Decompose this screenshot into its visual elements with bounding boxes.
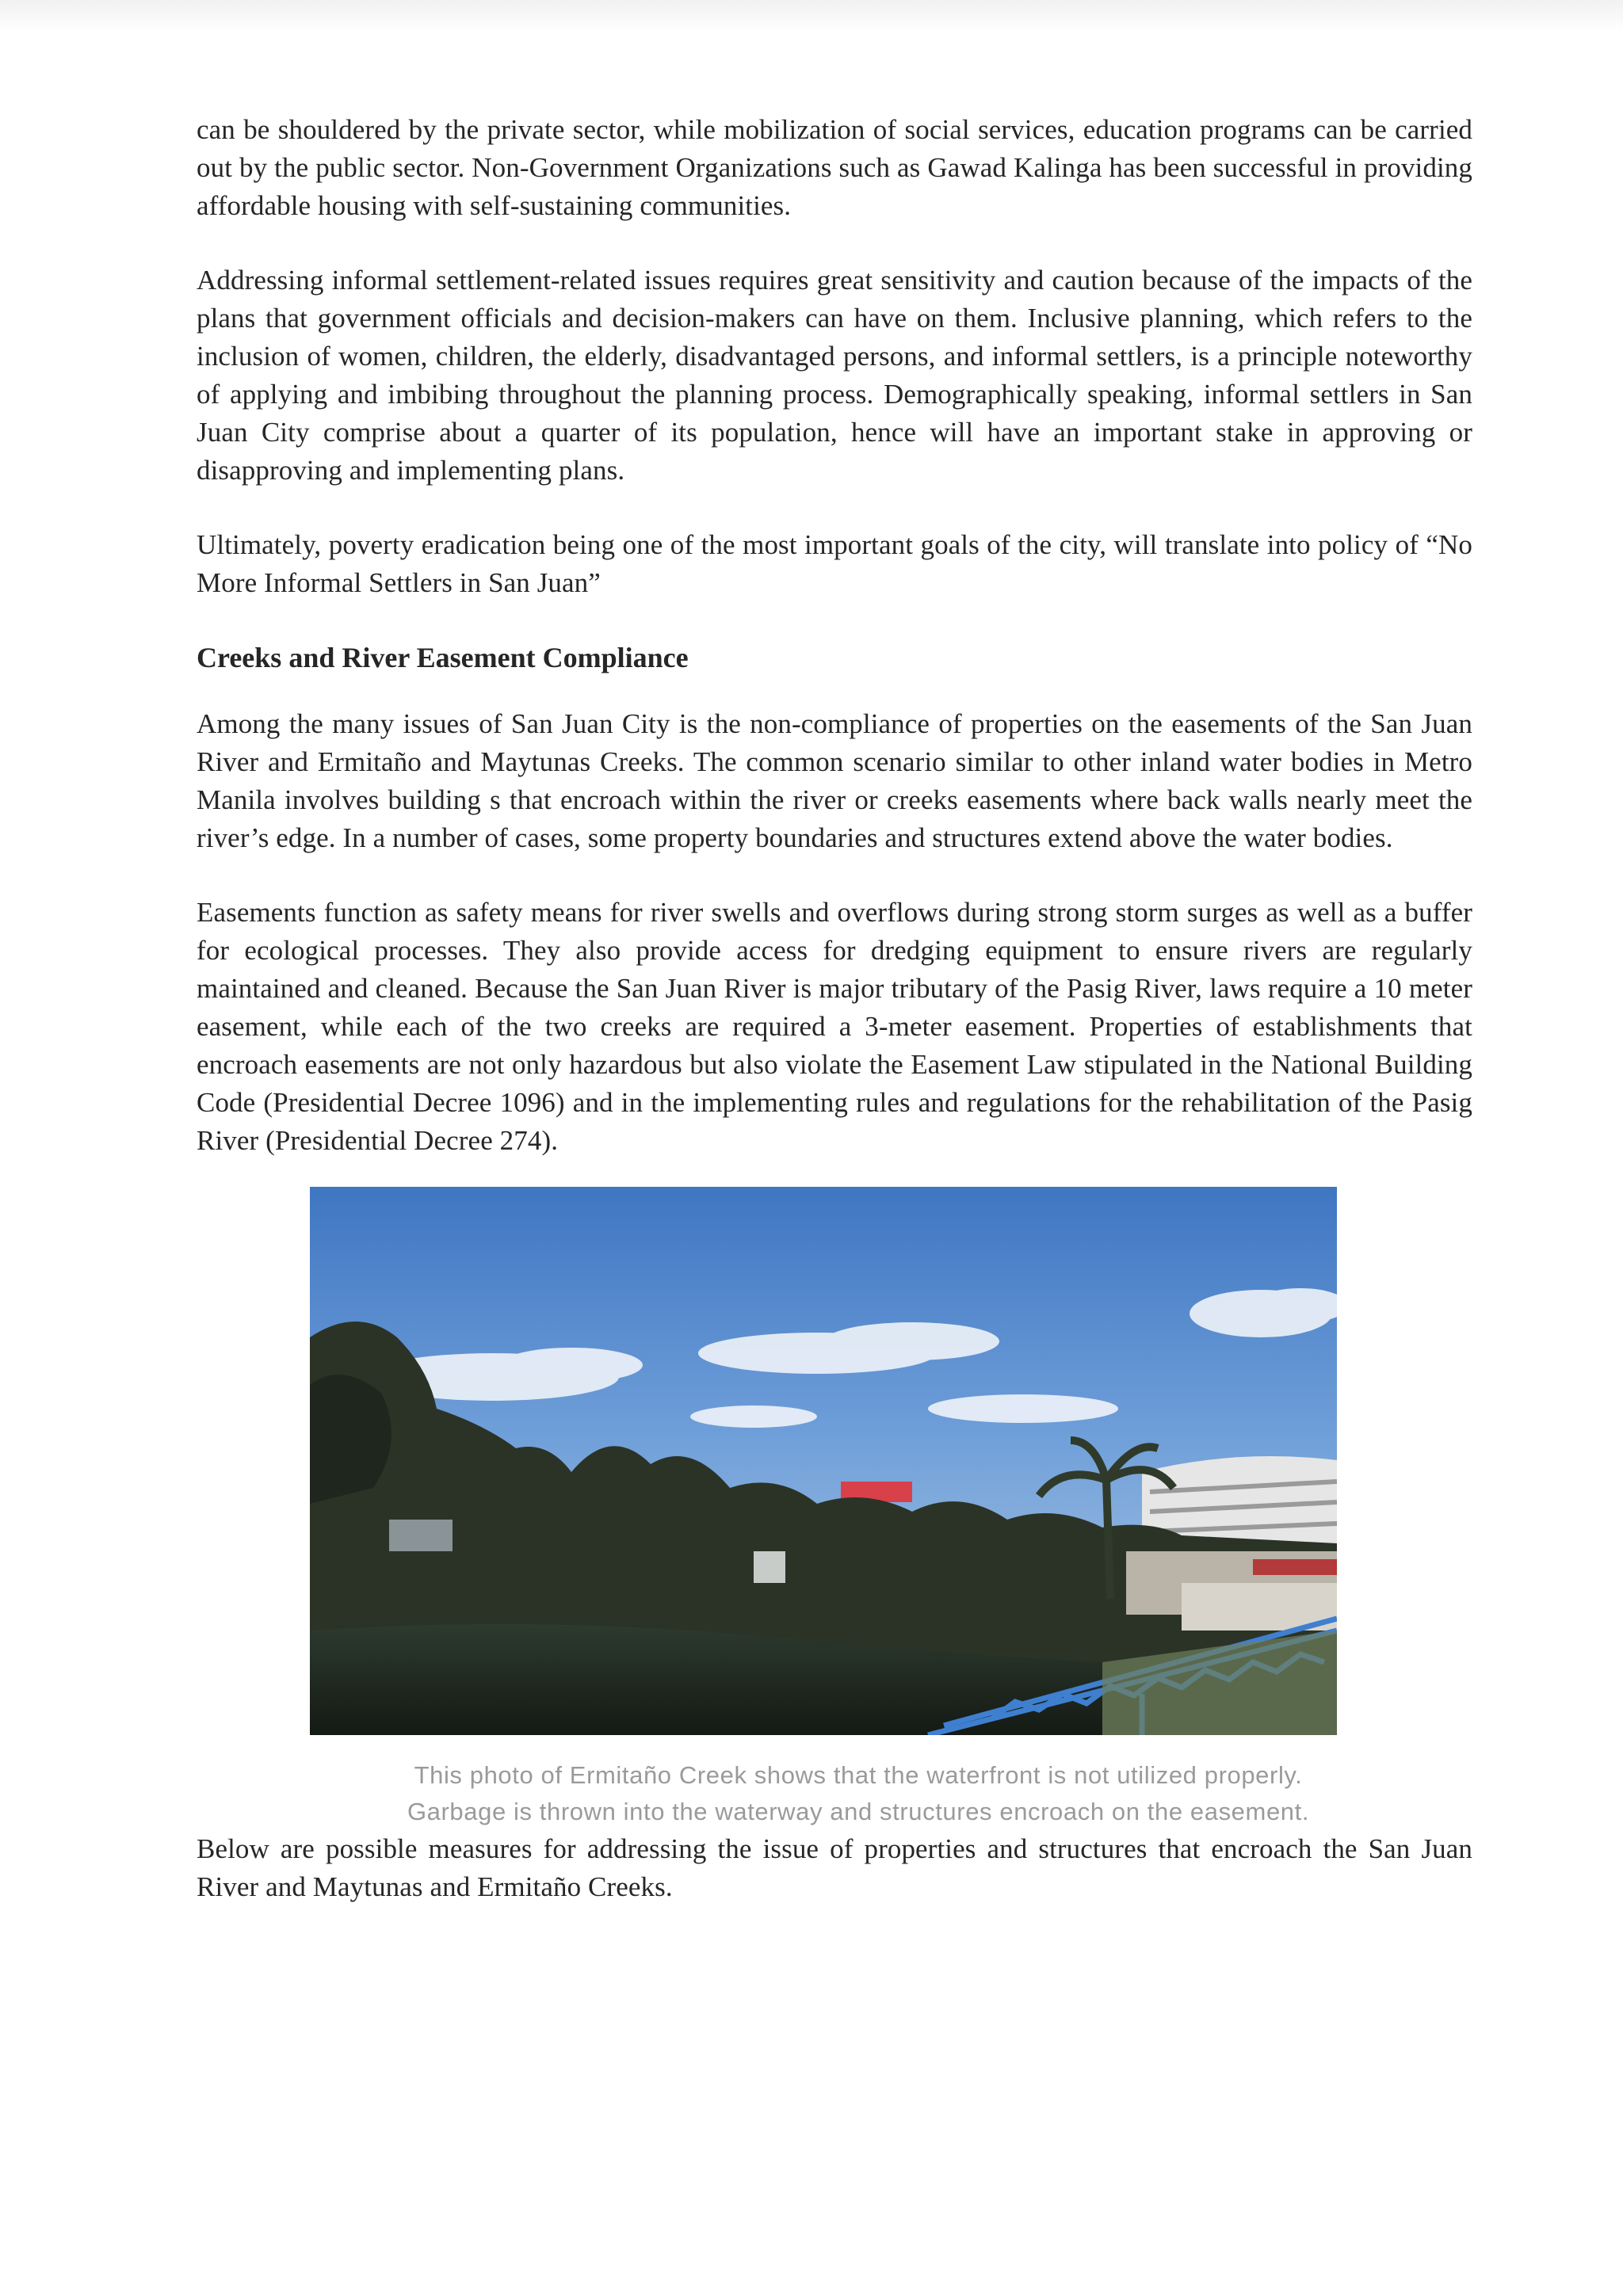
page-content <box>197 111 1472 1943</box>
caption-line-1: This photo of Ermitaño Creek shows that the waterfront is not utilized properly. <box>414 1761 1303 1789</box>
scan-shadow <box>0 0 1623 32</box>
paragraph-private-sector: can be shouldered by the private sector, while mobilization of social services, education programs can be carried out by the public sector. Non-Government Organizations such as Gawad Kalinga has been successful in providing affordable housing with self-sustaining communities. <box>197 114 1472 221</box>
figure-ermitano-creek <box>197 1187 1472 1830</box>
paragraph-inclusive-planning: Addressing informal settlement-related issues requires great sensitivity and caution because of the impacts of the plans that government officials and decision-makers can have on them. Inclusive planning, which refers to the inclusion of women, children, the elderly, disadvantaged persons, and informal settlers, is a principle noteworthy of applying and imbibing throughout the planning process. Demographically speaking, informal settlers in San Juan City comprise about a quarter of its population, hence will have an important stake in approving or disapproving and implementing plans. <box>197 265 1472 486</box>
figure-caption <box>272 1757 1445 1830</box>
section-heading: Creeks and River Easement Compliance <box>197 642 689 673</box>
paragraph-possible-measures: Below are possible measures for addressing the issue of properties and structures that encroach the San Juan River and Maytunas and Ermitaño Creeks. <box>197 1833 1472 1902</box>
paragraph-non-compliance: Among the many issues of San Juan City is the non-compliance of properties on the easements of the San Juan River and Ermitaño and Maytunas Creeks. The common scenario similar to other inland water bodies in Metro Manila involves building s that encroach within the river or creeks easements where back walls nearly meet the river’s edge. In a number of cases, some property boundaries and structures extend above the water bodies. <box>197 708 1472 853</box>
caption-line-2: Garbage is thrown into the waterway and structures encroach on the easement. <box>407 1798 1310 1825</box>
paragraph-poverty-eradication: Ultimately, poverty eradication being one of the most important goals of the city, will translate into policy of “No More Informal Settlers in San Juan” <box>197 529 1472 598</box>
paragraph-easement-function: Easements function as safety means for river swells and overflows during strong storm surges as well as a buffer for ecological processes. They also provide access for dredging equipment to ensure rivers are regularly maintained and cleaned. Because the San Juan River is major tributary of the Pasig River, laws require a 10 meter easement, while each of the two creeks are required a 3-meter easement. Properties of establishments that encroach easements are not only hazardous but also violate the Easement Law stipulated in the National Building Code (Presidential Decree 1096) and in the implementing rules and regulations for the rehabilitation of the Pasig River (Presidential Decree 274). <box>197 897 1472 1156</box>
creek-photo <box>310 1187 1337 1735</box>
